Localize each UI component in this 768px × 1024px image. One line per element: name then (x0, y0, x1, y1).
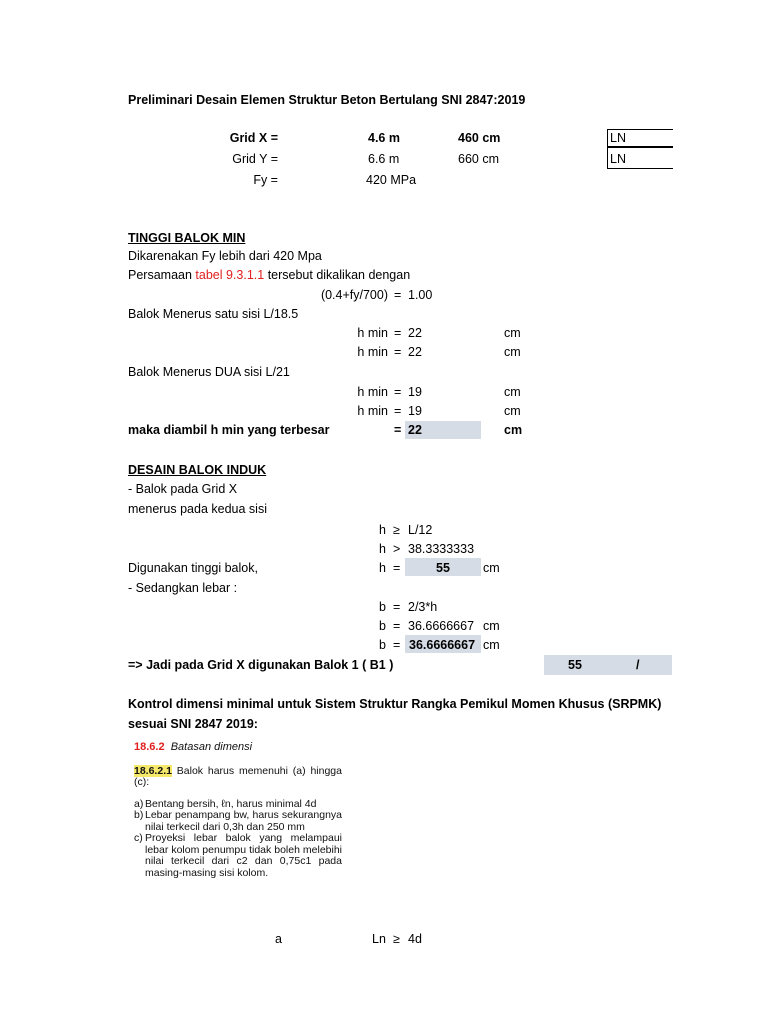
h-rule: L/12 (408, 523, 433, 537)
fy-value: 420 MPa (366, 173, 417, 187)
eq-sign: = (394, 404, 402, 418)
grid-y-m: 6.6 m (368, 152, 400, 166)
grid-x-ln-cell: LN (607, 129, 673, 147)
grid-y-ln-cell: LN (607, 147, 673, 169)
jadi-label: => Jadi pada Grid X digunakan Balok 1 ( B1 ) (128, 658, 394, 672)
h-calc: 38.3333333 (408, 542, 475, 556)
gt-sign: > (393, 542, 401, 556)
eq-sign: = (393, 638, 401, 652)
grid-y-cm: 660 cm (458, 152, 499, 166)
sni-excerpt-image (134, 742, 342, 879)
check-a-op: ≥ (393, 932, 400, 946)
b-value: 36.6666667 (409, 638, 476, 652)
var-h: h (379, 542, 386, 556)
hmin-label: h min (357, 345, 388, 359)
h-value: 55 (436, 561, 450, 575)
fy-label: Fy = (253, 173, 278, 187)
digunakan-label: Digunakan tinggi balok, (128, 561, 258, 575)
induk-line1: - Balok pada Grid X (128, 482, 238, 496)
excerpt-paragraph (134, 766, 342, 789)
b1-slash: / (636, 658, 640, 672)
item-text: Proyeksi lebar balok yang melampaui lebar kolom penumpu tidak boleh melebihi nilai terkecil dari c2 dan 0,75c1 pada masing-masing sisi kolom. (145, 832, 342, 879)
sedangkan-label: - Sedangkan lebar : (128, 581, 238, 595)
grid-x-cm: 460 cm (458, 131, 501, 145)
grid-y-label: Grid Y = (232, 152, 278, 166)
grid-x-m: 4.6 m (368, 131, 400, 145)
hmin-dua-1: 19 (408, 385, 422, 399)
item-text: Lebar penampang bw, harus sekurangnya nilai terkecil dari 0,3h dan 250 mm (145, 809, 342, 833)
eq-sign: = (393, 600, 401, 614)
eq-sign: = (394, 326, 402, 340)
eq-sign: = (394, 345, 402, 359)
maka-label: maka diambil h min yang terbesar (128, 423, 330, 437)
grid-x-label: Grid X = (229, 131, 278, 145)
excerpt-item-c (134, 833, 342, 879)
tinggi-line1: Dikarenakan Fy lebih dari 420 Mpa (128, 249, 322, 263)
factor-eq: = (394, 288, 402, 302)
hmin-label: h min (357, 385, 388, 399)
unit-cm: cm (504, 385, 521, 399)
unit-cm: cm (483, 561, 500, 575)
check-a-lhs: Ln (372, 932, 386, 946)
tinggi-heading: TINGGI BALOK MIN (128, 231, 246, 245)
excerpt-item-b (134, 810, 342, 833)
kontrol-line2: sesuai SNI 2847 2019: (128, 717, 258, 731)
factor-value: 1.00 (408, 288, 433, 302)
kontrol-line1: Kontrol dimensi minimal untuk Sistem Struktur Rangka Pemikul Momen Khusus (SRPMK) (128, 697, 662, 711)
hmin-satu-1: 22 (408, 326, 422, 340)
unit-cm: cm (504, 404, 521, 418)
hmin-label: h min (357, 326, 388, 340)
excerpt-paragraph-number: 18.6.2.1 (134, 764, 172, 777)
tabel-ref: tabel 9.3.1.1 (195, 268, 265, 282)
unit-cm: cm (504, 326, 521, 340)
unit-cm: cm (483, 638, 500, 652)
eq-sign: = (394, 423, 402, 437)
excerpt-section-title: Batasan dimensi (170, 741, 253, 753)
hmin-satu-2: 22 (408, 345, 422, 359)
var-b: b (379, 619, 386, 633)
hmin-label: h min (357, 404, 388, 418)
excerpt-paragraph-text: Balok harus memenuhi (a) hingga (c): (134, 764, 342, 788)
item-key: c) (134, 832, 143, 844)
var-b: b (379, 638, 386, 652)
unit-cm: cm (504, 345, 521, 359)
excerpt-section-number: 18.6.2 (134, 741, 165, 753)
ge-sign: ≥ (393, 523, 400, 537)
eq-sign: = (393, 619, 401, 633)
page-title: Preliminari Desain Elemen Struktur Beton Bertulang SNI 2847:2019 (128, 93, 526, 107)
induk-heading: DESAIN BALOK INDUK (128, 463, 267, 477)
eq-sign: = (393, 561, 401, 575)
hmin-result: 22 (408, 423, 422, 437)
tinggi-line2: Persamaan tabel 9.3.1.1 tersebut dikalikan dengan (128, 268, 411, 282)
factor-expr: (0.4+fy/700) (320, 288, 388, 302)
eq-sign: = (394, 385, 402, 399)
satu-sisi-label: Balok Menerus satu sisi L/18.5 (128, 307, 299, 321)
unit-cm: cm (504, 423, 523, 437)
var-h: h (379, 561, 386, 575)
b-rule: 2/3*h (408, 600, 438, 614)
b1-result-highlight (544, 655, 672, 675)
hmin-dua-2: 19 (408, 404, 422, 418)
b1-height: 55 (568, 658, 582, 672)
b-calc: 36.6666667 (408, 619, 475, 633)
item-key: a) (134, 797, 144, 810)
item-key: b) (134, 809, 144, 821)
induk-line2: menerus pada kedua sisi (128, 502, 267, 516)
item-text: Bentang bersih, ℓn, harus minimal 4d (145, 797, 317, 810)
check-a-rhs: 4d (408, 932, 422, 946)
dua-sisi-label: Balok Menerus DUA sisi L/21 (128, 365, 290, 379)
check-a-label: a (275, 932, 282, 946)
excerpt-section-heading (134, 742, 342, 754)
unit-cm: cm (483, 619, 500, 633)
var-b: b (379, 600, 386, 614)
var-h: h (379, 523, 386, 537)
